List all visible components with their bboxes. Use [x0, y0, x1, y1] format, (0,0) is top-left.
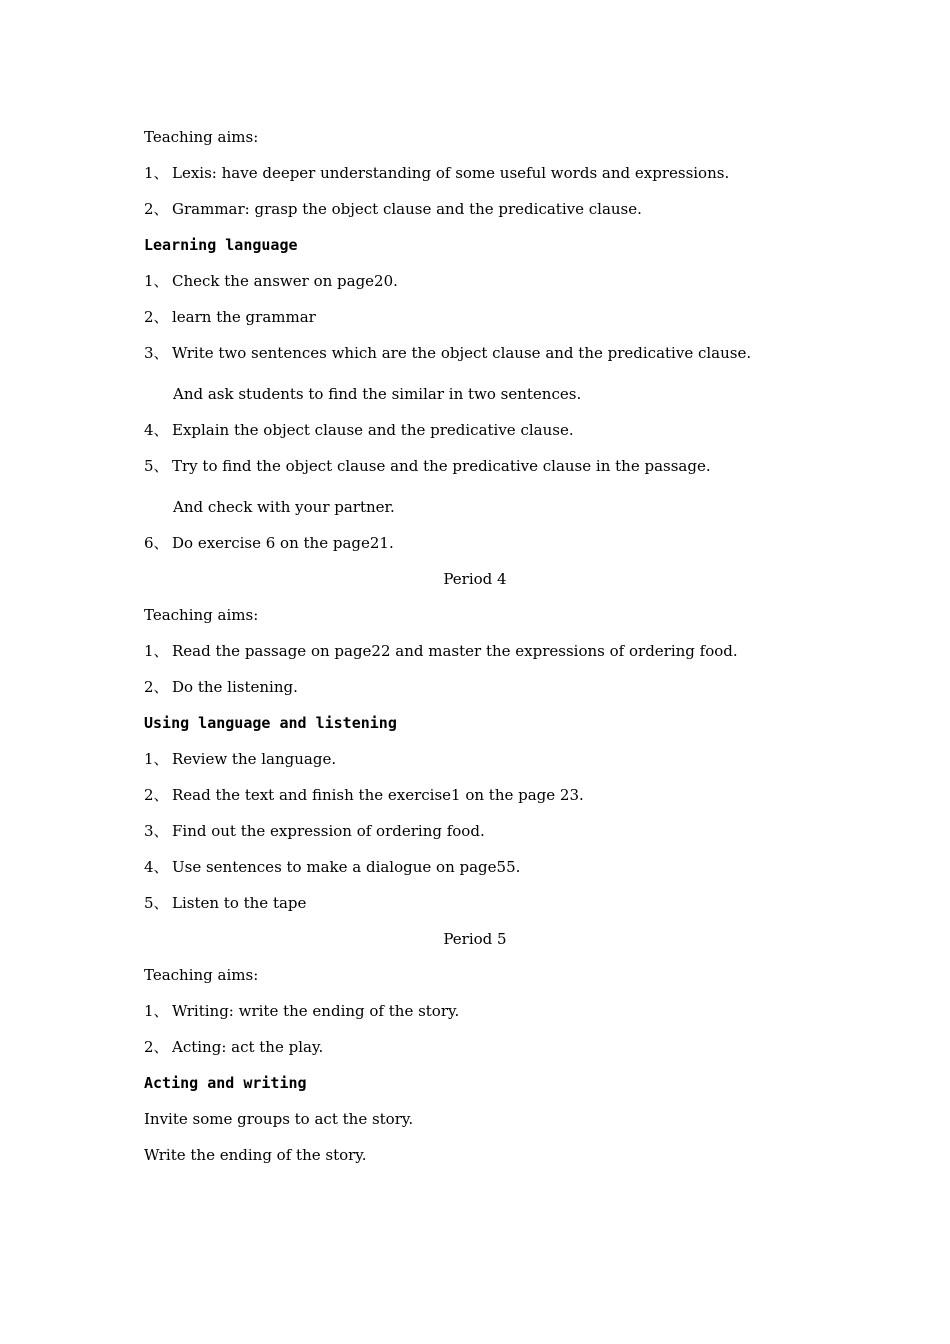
list-item	[144, 342, 806, 383]
item-number: 2、	[144, 308, 169, 326]
item-text: Use sentences to make a dialogue on page55.	[172, 858, 521, 876]
teaching-aims-label: Teaching aims:	[144, 128, 259, 146]
list-item	[144, 640, 806, 676]
period-title: Period 4	[443, 570, 507, 588]
list-item	[144, 455, 806, 496]
list-item	[144, 748, 806, 784]
document-page	[144, 126, 806, 1180]
item-number: 6、	[144, 534, 169, 552]
item-text: Acting: act the play.	[172, 1038, 324, 1056]
item-text: Review the language.	[172, 750, 337, 768]
item-text: Find out the expression of ordering food.	[172, 822, 485, 840]
section-heading-learning-language: Learning language	[144, 236, 298, 254]
section-heading-using-language: Using language and listening	[144, 714, 397, 732]
list-item	[144, 892, 806, 928]
item-text: Listen to the tape	[172, 894, 307, 912]
item-text: Try to find the object clause and the predicative clause in the passage.	[172, 457, 711, 475]
item-number: 4、	[144, 421, 169, 439]
list-item	[144, 856, 806, 892]
list-item-continuation: And check with your partner.	[173, 498, 395, 516]
item-number: 4、	[144, 858, 169, 876]
item-number: 1、	[144, 642, 169, 660]
item-number: 3、	[144, 822, 169, 840]
body-text: Write the ending of the story.	[144, 1146, 367, 1164]
item-text: Grammar: grasp the object clause and the predicative clause.	[172, 200, 642, 218]
item-text: Read the passage on page22 and master the expressions of ordering food.	[172, 642, 738, 660]
list-item	[144, 162, 806, 198]
item-number: 1、	[144, 164, 169, 182]
item-text: Lexis: have deeper understanding of some useful words and expressions.	[172, 164, 730, 182]
item-text: Read the text and finish the exercise1 on the page 23.	[172, 786, 584, 804]
item-number: 3、	[144, 344, 169, 362]
item-number: 2、	[144, 1038, 169, 1056]
list-item	[144, 1000, 806, 1036]
list-item	[144, 198, 806, 234]
item-number: 2、	[144, 200, 169, 218]
period-title: Period 5	[443, 930, 507, 948]
item-number: 2、	[144, 786, 169, 804]
list-item	[144, 676, 806, 712]
item-text: Check the answer on page20.	[172, 272, 398, 290]
item-number: 1、	[144, 750, 169, 768]
item-number: 1、	[144, 1002, 169, 1020]
list-item-continuation: And ask students to find the similar in two sentences.	[173, 385, 582, 403]
list-item	[144, 306, 806, 342]
list-item	[144, 784, 806, 820]
item-number: 2、	[144, 678, 169, 696]
item-text: Explain the object clause and the predicative clause.	[172, 421, 574, 439]
item-text: learn the grammar	[172, 308, 316, 326]
item-text: Write two sentences which are the object clause and the predicative clause.	[172, 344, 752, 362]
list-item	[144, 820, 806, 856]
body-text: Invite some groups to act the story.	[144, 1110, 414, 1128]
item-text: Do the listening.	[172, 678, 298, 696]
item-text: Writing: write the ending of the story.	[172, 1002, 460, 1020]
list-item	[144, 532, 806, 568]
item-text: Do exercise 6 on the page21.	[172, 534, 394, 552]
item-number: 5、	[144, 457, 169, 475]
item-number: 5、	[144, 894, 169, 912]
teaching-aims-label: Teaching aims:	[144, 966, 259, 984]
list-item	[144, 270, 806, 306]
list-item	[144, 419, 806, 455]
list-item	[144, 1036, 806, 1072]
section-heading-acting-writing: Acting and writing	[144, 1074, 307, 1092]
item-number: 1、	[144, 272, 169, 290]
teaching-aims-label: Teaching aims:	[144, 606, 259, 624]
